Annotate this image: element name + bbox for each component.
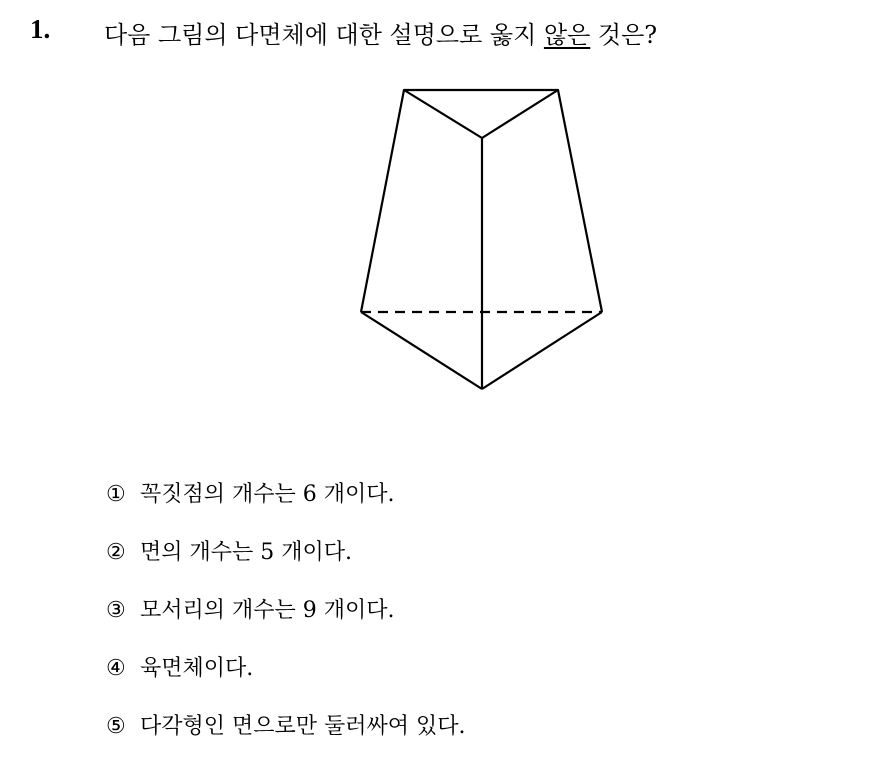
question-text-after: 것은?	[590, 21, 658, 49]
polyhedron-figure	[340, 80, 630, 400]
question-text-before: 다음 그림의 다면체에 대한 설명으로 옳지	[104, 21, 544, 49]
bottom-right-edge	[482, 312, 602, 389]
question-text	[104, 15, 657, 50]
choice-4-marker: ④	[106, 656, 126, 681]
choice-2[interactable]	[106, 536, 466, 594]
choice-1-text: 꼭짓점의 개수는 6 개이다.	[140, 482, 395, 507]
left-lateral-edge	[361, 90, 404, 312]
question-emphasis: 않은	[543, 21, 591, 49]
choice-5-marker: ⑤	[106, 714, 126, 739]
choice-2-text: 면의 개수는 5 개이다.	[140, 540, 352, 565]
question-number: 1.	[30, 14, 51, 44]
choice-3-marker: ③	[106, 598, 126, 623]
choice-1[interactable]	[106, 478, 466, 536]
top-face	[404, 90, 558, 138]
right-lateral-edge	[558, 90, 602, 312]
choice-4[interactable]	[106, 652, 466, 710]
choice-2-marker: ②	[106, 540, 126, 565]
choice-3[interactable]	[106, 594, 466, 652]
answer-choices	[106, 478, 466, 768]
bottom-left-edge	[361, 312, 482, 389]
choice-4-text: 육면체이다.	[140, 656, 254, 681]
choice-3-text: 모서리의 개수는 9 개이다.	[140, 598, 395, 623]
choice-5-text: 다각형인 면으로만 둘러싸여 있다.	[140, 714, 466, 739]
choice-5[interactable]	[106, 710, 466, 768]
choice-1-marker: ①	[106, 482, 126, 507]
